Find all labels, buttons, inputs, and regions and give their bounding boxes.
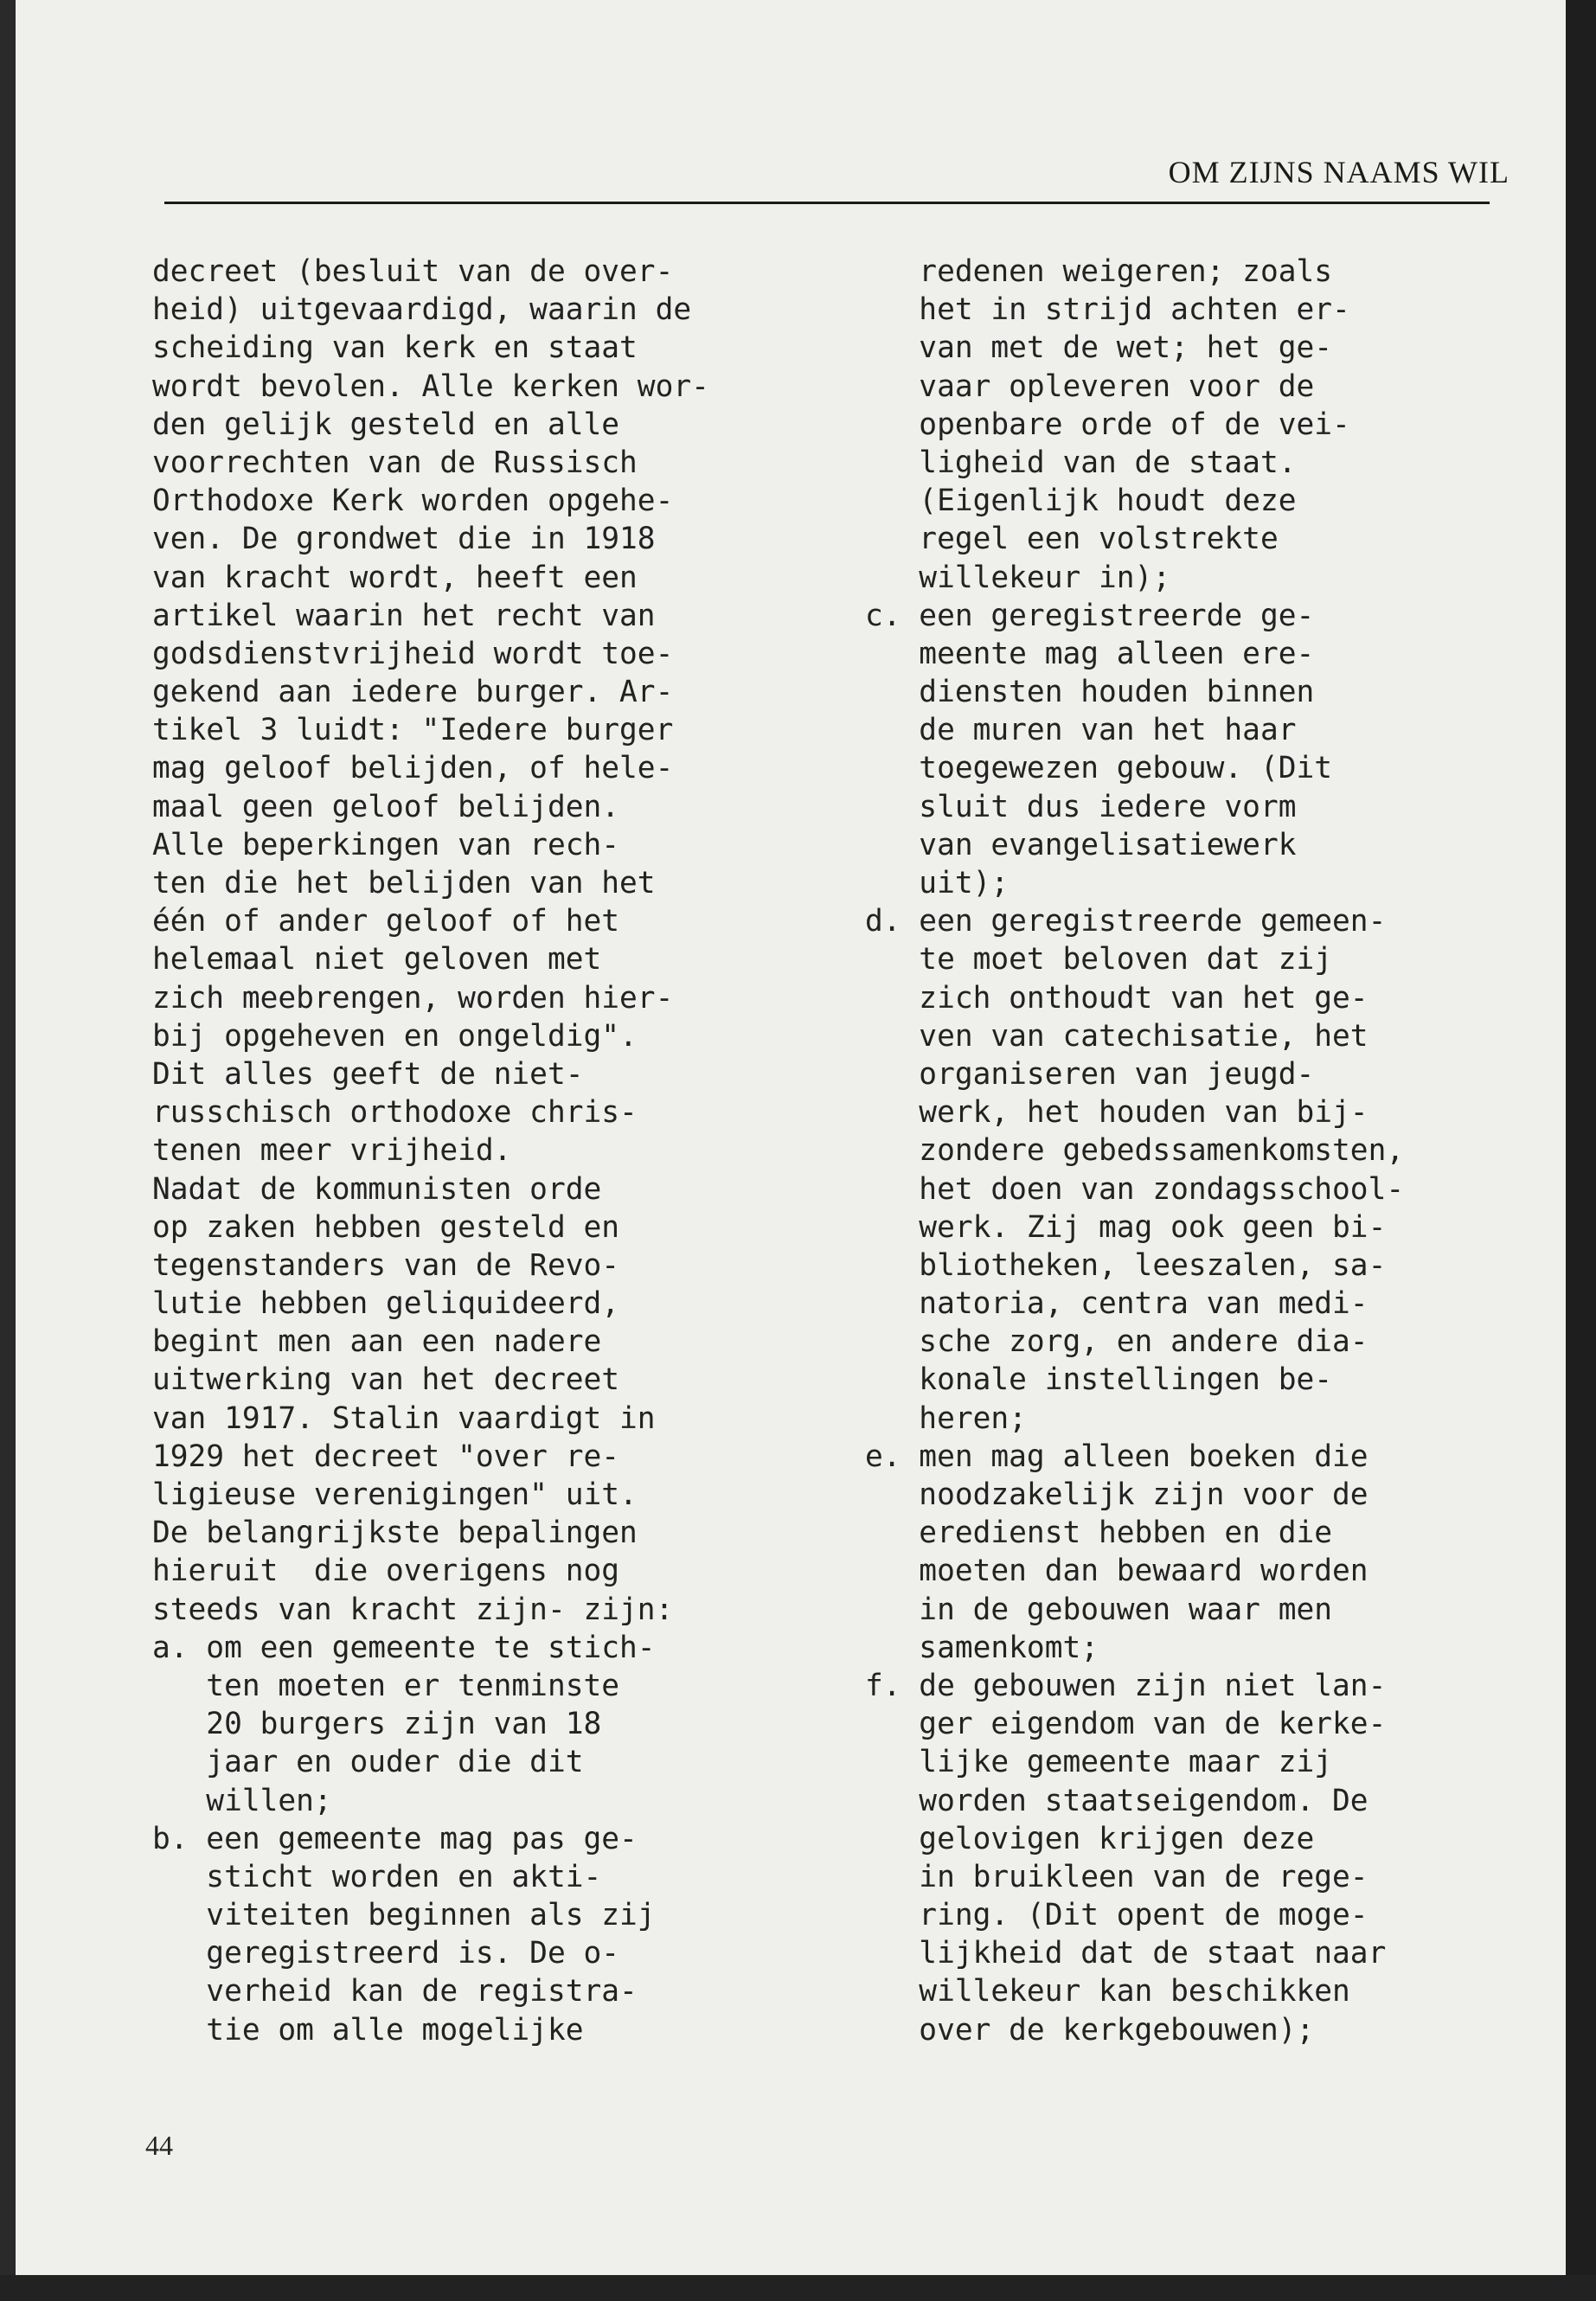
text-line: regel een volstrekte xyxy=(865,522,1279,557)
text-line: over de kerkgebouwen); xyxy=(865,2012,1315,2048)
text-line: uitwerking van het decreet xyxy=(152,1362,620,1398)
text-line: ven van catechisatie, het xyxy=(865,1018,1368,1054)
text-line: d. een geregistreerde gemeen- xyxy=(865,904,1387,939)
text-line: sticht worden en akti- xyxy=(152,1859,602,1894)
text-line: Dit alles geeft de niet- xyxy=(152,1056,584,1092)
text-line: wordt bevolen. Alle kerken wor- xyxy=(152,369,709,404)
text-line: willekeur in); xyxy=(865,560,1171,595)
scan-edge-bottom xyxy=(0,2275,1596,2301)
text-line: a. om een gemeente te stich- xyxy=(152,1630,656,1665)
text-line: heid) uitgevaardigd, waarin de xyxy=(152,292,692,328)
text-line: Orthodoxe Kerk worden opgehe- xyxy=(152,484,674,519)
text-line: redenen weigeren; zoals xyxy=(865,254,1333,289)
text-line: gelovigen krijgen deze xyxy=(865,1821,1315,1856)
text-line: ligieuse verenigingen" uit. xyxy=(152,1477,638,1512)
text-line: ger eigendom van de kerke- xyxy=(865,1707,1387,1742)
text-line: tegenstanders van de Revo- xyxy=(152,1247,620,1283)
text-line: lutie hebben geliquideerd, xyxy=(152,1286,620,1322)
text-line: het doen van zondagsschool- xyxy=(865,1171,1405,1207)
text-line: toegewezen gebouw. (Dit xyxy=(865,751,1333,786)
text-line: (Eigenlijk houdt deze xyxy=(865,484,1297,519)
text-line: gekend aan iedere burger. Ar- xyxy=(152,675,674,710)
text-line: geregistreerd is. De o- xyxy=(152,1936,620,1971)
text-line: b. een gemeente mag pas ge- xyxy=(152,1821,638,1856)
text-line: sche zorg, en andere dia- xyxy=(865,1324,1368,1360)
text-line: jaar en ouder die dit xyxy=(152,1745,584,1780)
text-line: De belangrijkste bepalingen xyxy=(152,1516,638,1551)
text-line: bliotheken, leeszalen, sa- xyxy=(865,1247,1387,1283)
text-line: worden staatseigendom. De xyxy=(865,1783,1368,1818)
text-line: heren; xyxy=(865,1400,1027,1436)
text-line: natoria, centra van medi- xyxy=(865,1286,1368,1322)
text-line: scheiding van kerk en staat xyxy=(152,330,638,366)
text-line: e. men mag alleen boeken die xyxy=(865,1439,1368,1474)
text-line: één of ander geloof of het xyxy=(152,904,620,939)
text-line: c. een geregistreerde ge- xyxy=(865,598,1315,633)
text-line: helemaal niet geloven met xyxy=(152,942,602,977)
text-line: steeds van kracht zijn- zijn: xyxy=(152,1592,674,1627)
text-line: verheid kan de registra- xyxy=(152,1974,638,2009)
text-line: ten moeten er tenminste xyxy=(152,1668,620,1703)
text-line: uit); xyxy=(865,866,1010,901)
text-line: artikel waarin het recht van xyxy=(152,598,656,633)
text-line: zich onthoudt van het ge- xyxy=(865,980,1368,1016)
text-line: sluit dus iedere vorm xyxy=(865,789,1297,824)
text-line: konale instellingen be- xyxy=(865,1362,1333,1398)
text-line: van kracht wordt, heeft een xyxy=(152,560,638,595)
text-line: vaar opleveren voor de xyxy=(865,369,1315,404)
text-line: tie om alle mogelijke xyxy=(152,2012,584,2048)
text-line: decreet (besluit van de over- xyxy=(152,254,674,289)
text-line: ten die het belijden van het xyxy=(152,866,656,901)
text-line: zondere gebedssamenkomsten, xyxy=(865,1133,1405,1169)
text-line: 20 burgers zijn van 18 xyxy=(152,1707,602,1742)
running-title: OM ZIJNS NAAMS WIL xyxy=(1168,155,1509,189)
page-number: 44 xyxy=(145,2130,173,2161)
text-line: f. de gebouwen zijn niet lan- xyxy=(865,1668,1387,1703)
text-line: moeten dan bewaard worden xyxy=(865,1554,1368,1589)
scan-edge-right xyxy=(1566,0,1596,2301)
left-column xyxy=(152,253,758,2049)
text-line: van met de wet; het ge- xyxy=(865,330,1333,366)
text-line: werk, het houden van bij- xyxy=(865,1095,1368,1131)
text-line: Alle beperkingen van rech- xyxy=(152,827,620,862)
text-line: zich meebrengen, worden hier- xyxy=(152,980,674,1016)
text-line: 1929 het decreet "over re- xyxy=(152,1439,620,1474)
text-line: van evangelisatiewerk xyxy=(865,827,1297,862)
text-line: den gelijk gesteld en alle xyxy=(152,407,620,442)
text-line: te moet beloven dat zij xyxy=(865,942,1333,977)
text-line: willekeur kan beschikken xyxy=(865,1974,1350,2009)
text-line: willen; xyxy=(152,1783,332,1818)
text-line: in bruikleen van de rege- xyxy=(865,1859,1368,1894)
text-line: ligheid van de staat. xyxy=(865,445,1297,480)
text-line: werk. Zij mag ook geen bi- xyxy=(865,1209,1387,1245)
header-rule xyxy=(164,202,1490,204)
text-line: Nadat de kommunisten orde xyxy=(152,1171,602,1207)
text-line: tikel 3 luidt: "Iedere burger xyxy=(152,713,674,748)
text-line: lijkheid dat de staat naar xyxy=(865,1936,1387,1971)
text-line: maal geen geloof belijden. xyxy=(152,789,620,824)
text-line: bij opgeheven en ongeldig". xyxy=(152,1018,638,1054)
text-line: samenkomt; xyxy=(865,1630,1099,1665)
text-line: voorrechten van de Russisch xyxy=(152,445,638,480)
text-line: het in strijd achten er- xyxy=(865,292,1350,328)
right-column xyxy=(865,253,1479,2049)
text-line: hieruit die overigens nog xyxy=(152,1554,620,1589)
text-line: ven. De grondwet die in 1918 xyxy=(152,522,656,557)
text-line: openbare orde of de vei- xyxy=(865,407,1350,442)
text-line: van 1917. Stalin vaardigt in xyxy=(152,1400,656,1436)
text-line: ring. (Dit opent de moge- xyxy=(865,1898,1368,1933)
text-line: in de gebouwen waar men xyxy=(865,1592,1333,1627)
text-line: viteiten beginnen als zij xyxy=(152,1898,656,1933)
text-line: organiseren van jeugd- xyxy=(865,1056,1315,1092)
text-line: godsdienstvrijheid wordt toe- xyxy=(152,636,674,671)
text-line: mag geloof belijden, of hele- xyxy=(152,751,674,786)
text-line: de muren van het haar xyxy=(865,713,1297,748)
text-line: russchisch orthodoxe chris- xyxy=(152,1095,638,1131)
text-line: meente mag alleen ere- xyxy=(865,636,1315,671)
text-line: diensten houden binnen xyxy=(865,675,1315,710)
text-line: noodzakelijk zijn voor de xyxy=(865,1477,1368,1512)
text-line: lijke gemeente maar zij xyxy=(865,1745,1333,1780)
text-line: begint men aan een nadere xyxy=(152,1324,602,1360)
text-line: tenen meer vrijheid. xyxy=(152,1133,512,1169)
text-line: eredienst hebben en die xyxy=(865,1516,1333,1551)
text-line: op zaken hebben gesteld en xyxy=(152,1209,620,1245)
